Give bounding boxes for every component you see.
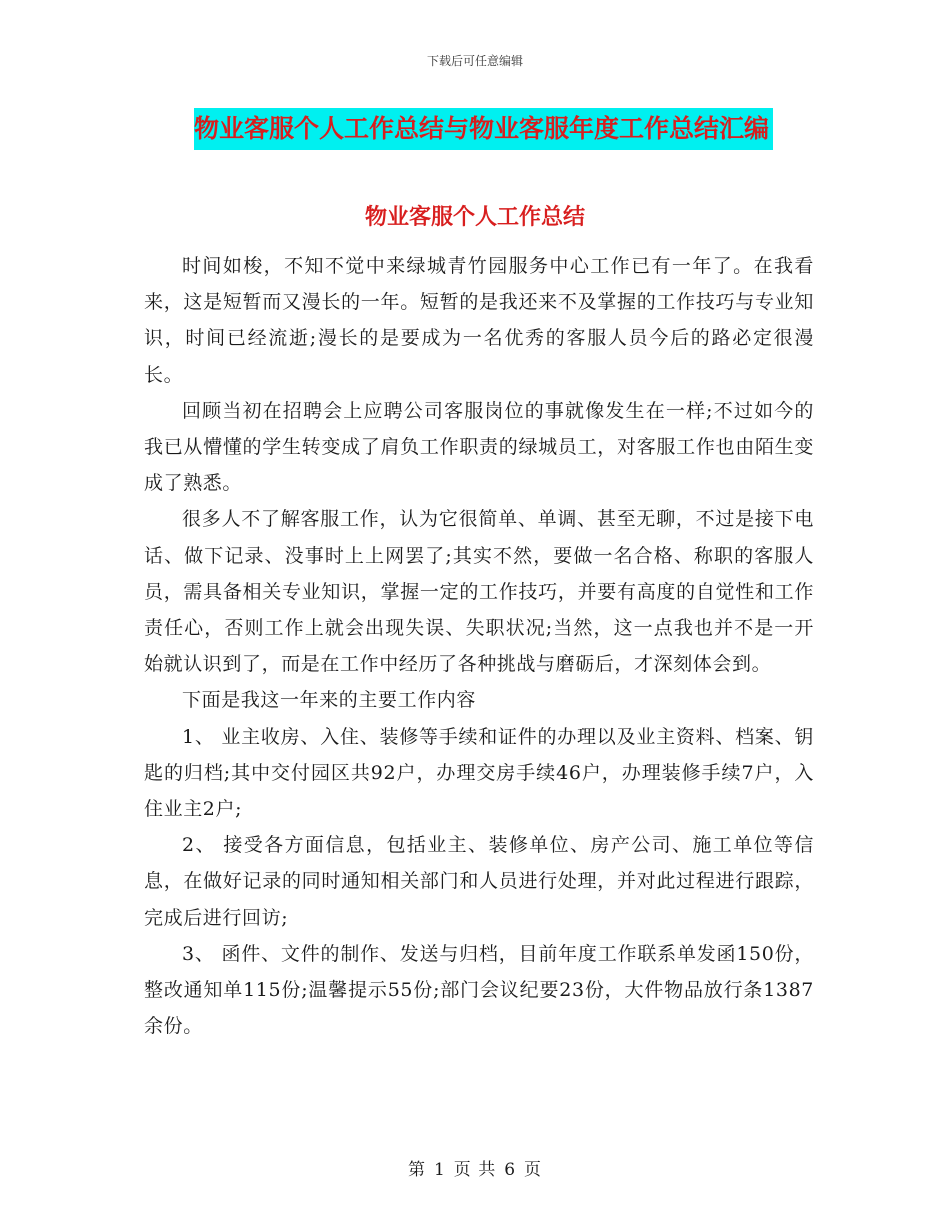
footer-suffix: 页 xyxy=(524,1160,543,1180)
paragraph: 时间如梭，不知不觉中来绿城青竹园服务中心工作已有一年了。在我看来，这是短暂而又漫长的一年。短暂的是我还来不及掌握的工作技巧与专业知识，时间已经流逝;漫长的是要成为一名优秀的客服人员今后的路必定很漫长。 xyxy=(144,255,814,386)
footer-prefix: 第 xyxy=(407,1160,426,1180)
paragraph: 下面是我这一年来的主要工作内容 xyxy=(182,689,477,712)
paragraph: 回顾当初在招聘会上应聘公司客服岗位的事就像发生在一样;不过如今的我已从懵懂的学生转变成了肩负工作职责的绿城员工，对客服工作也由陌生变成了熟悉。 xyxy=(144,399,814,495)
page-header-note: 下载后可任意编辑 xyxy=(426,54,523,68)
document-body xyxy=(144,248,814,1044)
footer-mid: 页 共 xyxy=(453,1160,497,1180)
section-title: 物业客服个人工作总结 xyxy=(364,205,585,230)
document-main-title: 物业客服个人工作总结与物业客服年度工作总结汇编 xyxy=(194,108,773,150)
total-page-count: 6 xyxy=(504,1160,517,1180)
list-item: 3、 函件、文件的制作、发送与归档，目前年度工作联系单发函150份，整改通知单115份;温馨提示55份;部门会议纪要23份，大件物品放行条1387余份。 xyxy=(144,942,814,1038)
list-item: 1、 业主收房、入住、装修等手续和证件的办理以及业主资料、档案、钥匙的归档;其中交付园区共92户，办理交房手续46户，办理装修手续7户，入住业主2户; xyxy=(144,725,814,821)
paragraph: 很多人不了解客服工作，认为它很简单、单调、甚至无聊，不过是接下电话、做下记录、没事时上上网罢了;其实不然，要做一名合格、称职的客服人员，需具备相关专业知识，掌握一定的工作技巧，并要有高度的自觉性和工作责任心，否则工作上就会出现失误、失职状况;当然，这一点我也并不是一开始就认识到了，而是在工作中经历了各种挑战与磨砺后，才深刻体会到。 xyxy=(144,508,814,676)
list-item: 2、 接受各方面信息，包括业主、装修单位、房产公司、施工单位等信息，在做好记录的同时通知相关部门和人员进行处理，并对此过程进行跟踪，完成后进行回访; xyxy=(144,834,814,929)
page-footer xyxy=(0,1155,950,1180)
current-page-number: 1 xyxy=(433,1160,446,1180)
